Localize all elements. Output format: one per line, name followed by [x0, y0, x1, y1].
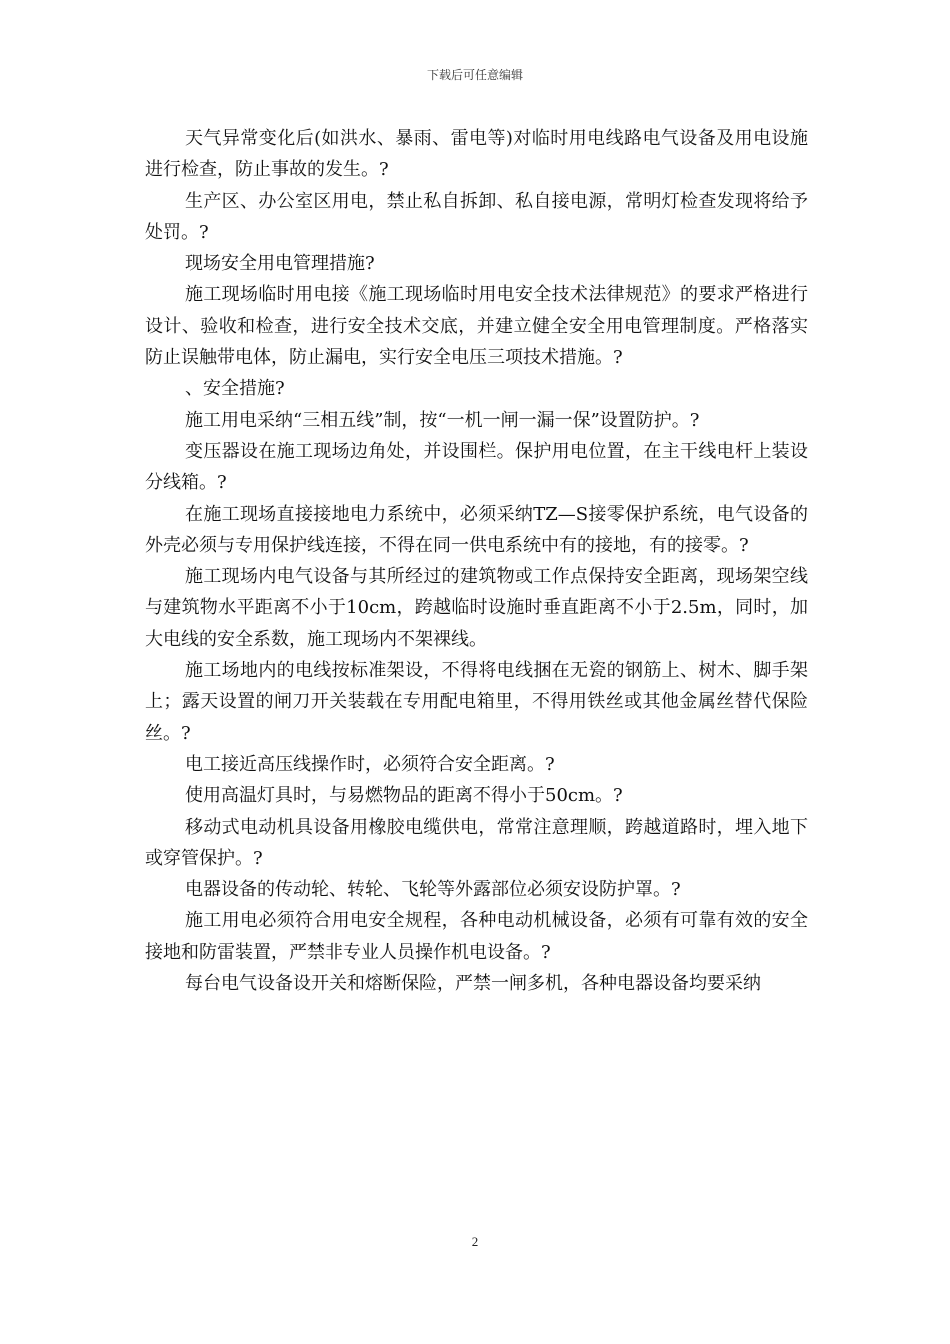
- paragraph: 施工现场临时用电接《施工现场临时用电安全技术法律规范》的要求严格进行设计、验收和检查，进行安全技术交底，并建立健全安全用电管理制度。严格落实防止误触带电体，防止漏电，实行安全电压三项技术措施。?: [145, 284, 808, 369]
- section-heading: 现场安全用电管理措施?: [185, 253, 375, 275]
- page-number: 2: [471, 1234, 479, 1249]
- paragraph: 电工接近高压线操作时，必须符合安全距离。?: [185, 753, 555, 775]
- paragraph: 电器设备的传动轮、转轮、飞轮等外露部位必须安设防护罩。?: [185, 879, 681, 901]
- paragraph: 施工现场内电气设备与其所经过的建筑物或工作点保持安全距离，现场架空线与建筑物水平距离不小于10cm，跨越临时设施时垂直距离不小于2.5m，同时，加大电线的安全系数，施工现场内不架裸线。: [145, 566, 808, 650]
- document-body: [145, 123, 808, 999]
- paragraph: 在施工现场直接接地电力系统中，必须采纳TZ—S接零保护系统，电气设备的外壳必须与专用保护线连接，不得在同一供电系统中有的接地，有的接零。?: [145, 503, 808, 556]
- paragraph: 施工用电采纳“三相五线”制，按“一机一闸一漏一保”设置防护。?: [185, 409, 700, 431]
- paragraph: 使用高温灯具时，与易燃物品的距离不得小于50cm。?: [185, 785, 623, 807]
- paragraph: 施工用电必须符合用电安全规程，各种电动机械设备，必须有可靠有效的安全接地和防雷装置，严禁非专业人员操作机电设备。?: [145, 910, 808, 963]
- paragraph: 变压器设在施工现场边角处，并设围栏。保护用电位置，在主干线电杆上装设分线箱。?: [145, 440, 808, 494]
- section-heading: 、安全措施?: [185, 378, 285, 400]
- page-header: 下载后可任意编辑: [426, 68, 523, 82]
- paragraph: 生产区、办公室区用电，禁止私自拆卸、私自接电源，常明灯检查发现将给予处罚。?: [145, 190, 808, 243]
- paragraph: 移动式电动机具设备用橡胶电缆供电，常常注意理顺，跨越道路时，埋入地下或穿管保护。?: [145, 816, 808, 869]
- paragraph: 天气异常变化后(如洪水、暴雨、雷电等)对临时用电线路电气设备及用电设施进行检查，防止事故的发生。?: [145, 128, 808, 181]
- paragraph: 每台电气设备设开关和熔断保险，严禁一闸多机，各种电器设备均要采纳: [185, 973, 761, 995]
- paragraph: 施工场地内的电线按标准架设，不得将电线捆在无瓷的钢筋上、树木、脚手架上；露天设置的闸刀开关装载在专用配电箱里，不得用铁丝或其他金属丝替代保险丝。?: [145, 660, 808, 744]
